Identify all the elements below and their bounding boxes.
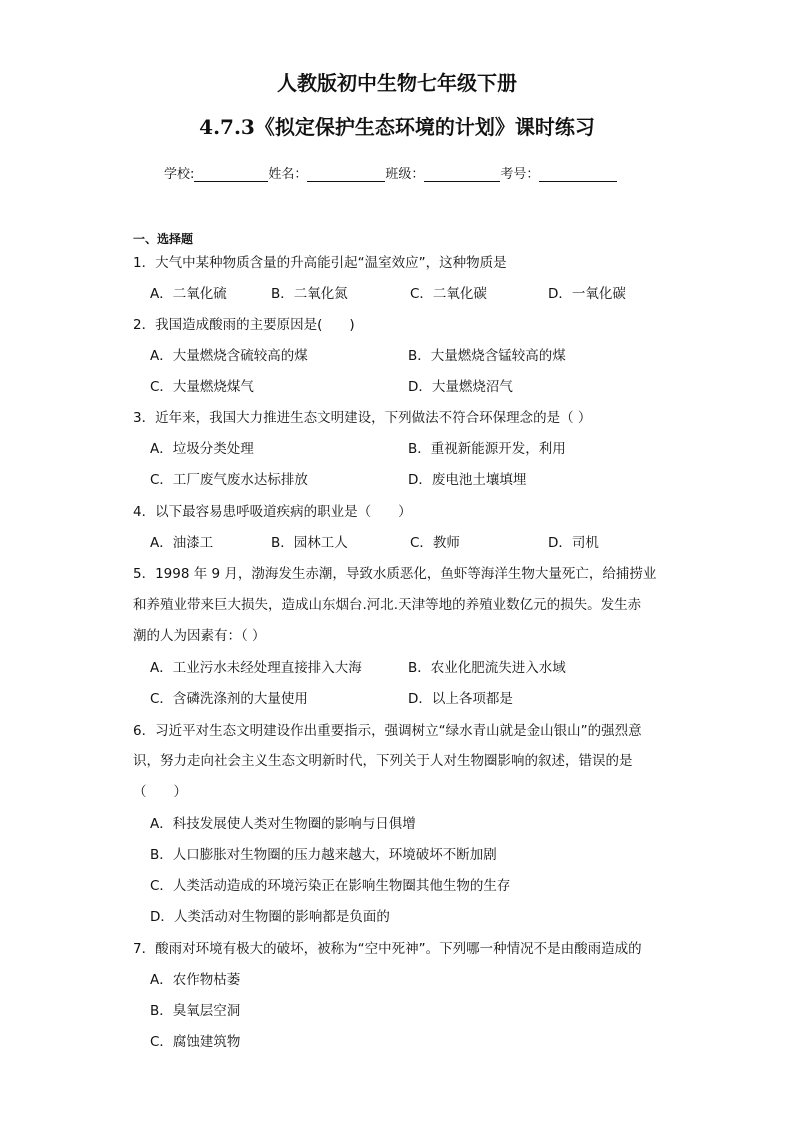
question-4-stem: 4．以下最容易患呼吸道疾病的职业是（ ） bbox=[133, 504, 412, 520]
option-a[interactable]: A．科技发展使人类对生物圈的影响与日俱增 bbox=[150, 816, 416, 832]
option-c[interactable]: C．二氧化碳 bbox=[410, 286, 487, 302]
page-title: 人教版初中生物七年级下册 bbox=[277, 71, 517, 95]
question-3-options-row2 bbox=[150, 465, 670, 496]
option-b[interactable]: B．农业化肥流失进入水域 bbox=[408, 660, 566, 676]
section-heading: 一、选择题 bbox=[133, 232, 194, 246]
question-4-options bbox=[150, 528, 670, 559]
option-c[interactable]: C．人类活动造成的环境污染正在影响生物圈其他生物的生存 bbox=[150, 878, 511, 894]
name-blank[interactable] bbox=[307, 167, 385, 182]
question-2-options-row2 bbox=[150, 372, 670, 403]
question-2-stem: 2．我国造成酸雨的主要原因是( ) bbox=[133, 317, 355, 333]
option-a[interactable]: A．大量燃烧含硫较高的煤 bbox=[150, 348, 308, 364]
option-c[interactable]: C．教师 bbox=[410, 535, 460, 551]
name-label: 姓名： bbox=[268, 167, 308, 182]
option-a[interactable]: A．二氧化硫 bbox=[150, 286, 227, 302]
exam-number-blank[interactable] bbox=[539, 167, 617, 182]
question-3-stem: 3．近年来，我国大力推进生态文明建设，下列做法不符合环保理念的是（ ） bbox=[133, 410, 592, 426]
option-a[interactable]: A．农作物枯萎 bbox=[150, 972, 241, 988]
page-subtitle: 4.7.3《拟定保护生态环境的计划》课时练习 bbox=[199, 115, 595, 139]
option-d[interactable]: D．人类活动对生物圈的影响都是负面的 bbox=[150, 909, 390, 925]
question-5-stem-line-3: 潮的人为因素有：（ ） bbox=[133, 628, 266, 644]
option-c[interactable]: C．腐蚀建筑物 bbox=[150, 1034, 241, 1050]
class-blank[interactable] bbox=[424, 167, 500, 182]
option-a[interactable]: A．工业污水未经处理直接排入大海 bbox=[150, 660, 362, 676]
option-b[interactable]: B．臭氧层空洞 bbox=[150, 1003, 241, 1019]
option-b[interactable]: B．大量燃烧含锰较高的煤 bbox=[408, 348, 566, 364]
question-6-stem-line-2: 识，努力走向社会主义生态文明新时代，下列关于人对生物圈影响的叙述，错误的是 bbox=[133, 753, 633, 769]
exam-number-label: 考号： bbox=[500, 167, 540, 182]
option-b[interactable]: B．重视新能源开发，利用 bbox=[408, 441, 566, 457]
option-b[interactable]: B．二氧化氮 bbox=[271, 286, 348, 302]
question-6-stem-line-1: 6．习近平对生态文明建设作出重要指示，强调树立“绿水青山就是金山银山”的强烈意 bbox=[133, 723, 642, 739]
option-d[interactable]: D．废电池土壤填埋 bbox=[408, 472, 527, 488]
question-3-options-row1 bbox=[150, 434, 670, 465]
option-b[interactable]: B．园林工人 bbox=[271, 535, 348, 551]
question-7-stem: 7．酸雨对环境有极大的破坏，被称为“空中死神”。下列哪一种情况不是由酸雨造成的 bbox=[133, 941, 642, 957]
student-info-line bbox=[164, 163, 617, 182]
option-d[interactable]: D．司机 bbox=[548, 535, 599, 551]
question-1-stem: 1．大气中某种物质含量的升高能引起“温室效应”，这种物质是 bbox=[133, 255, 507, 271]
question-2-options-row1 bbox=[150, 341, 670, 372]
option-a[interactable]: A．油漆工 bbox=[150, 535, 214, 551]
option-d[interactable]: D．一氧化碳 bbox=[548, 286, 626, 302]
option-c[interactable]: C．工厂废气废水达标排放 bbox=[150, 472, 308, 488]
question-5-options-row1 bbox=[150, 653, 670, 684]
class-label: 班级： bbox=[385, 167, 425, 182]
question-5-stem-line-1: 5．1998 年 9 月，渤海发生赤潮，导致水质恶化，鱼虾等海洋生物大量死亡，给捕捞业 bbox=[133, 566, 657, 582]
option-a[interactable]: A．垃圾分类处理 bbox=[150, 441, 254, 457]
option-d[interactable]: D．大量燃烧沼气 bbox=[408, 379, 513, 395]
question-5-options-row2 bbox=[150, 684, 670, 715]
question-5-stem-line-2: 和养殖业带来巨大损失，造成山东烟台.河北.天津等地的养殖业数亿元的损失。发生赤 bbox=[133, 597, 642, 613]
option-c[interactable]: C．含磷洗涤剂的大量使用 bbox=[150, 691, 308, 707]
option-d[interactable]: D．以上各项都是 bbox=[408, 691, 513, 707]
option-c[interactable]: C．大量燃烧煤气 bbox=[150, 379, 254, 395]
option-b[interactable]: B．人口膨胀对生物圈的压力越来越大，环境破坏不断加剧 bbox=[150, 847, 497, 863]
question-1-options bbox=[150, 279, 670, 310]
school-label: 学校: bbox=[164, 167, 195, 182]
question-6-stem-line-3: （ ） bbox=[133, 784, 187, 800]
school-blank[interactable] bbox=[194, 167, 268, 182]
